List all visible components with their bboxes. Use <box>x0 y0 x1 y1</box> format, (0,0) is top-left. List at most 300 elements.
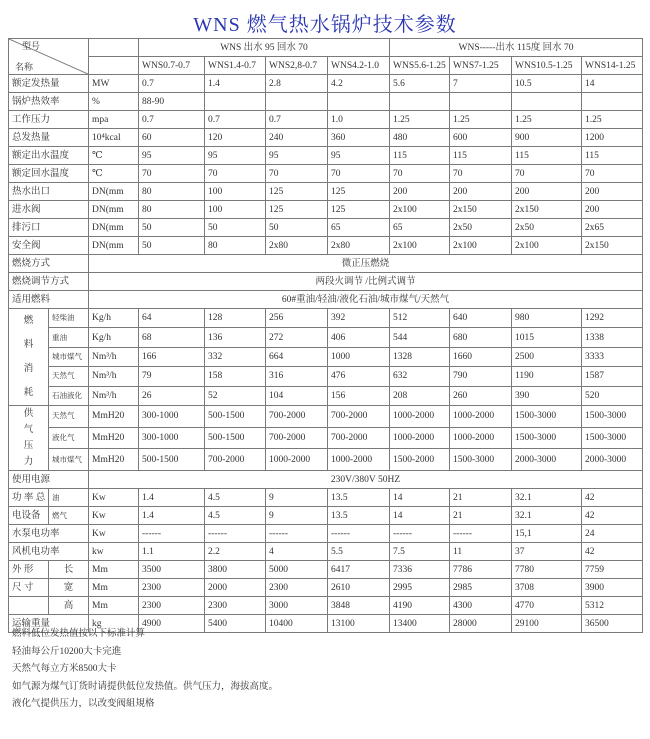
value-cell: 2000-3000 <box>582 449 643 471</box>
value-cell: 900 <box>512 129 582 147</box>
value-cell: 208 <box>390 386 450 405</box>
row-label: 风机电功率 <box>9 543 89 561</box>
table-row <box>9 579 643 597</box>
value-cell: 2000-3000 <box>512 449 582 471</box>
unit-cell: DN(mm <box>89 183 139 201</box>
fuel-group-label <box>9 309 49 406</box>
value-cell: 1200 <box>582 129 643 147</box>
value-cell: 14 <box>582 75 643 93</box>
value-cell: 7.5 <box>390 543 450 561</box>
unit-cell: Kg/h <box>89 328 139 347</box>
value-cell: 21 <box>450 489 512 507</box>
value-cell: 2x50 <box>450 219 512 237</box>
value-cell: 600 <box>450 129 512 147</box>
value-cell: 70 <box>582 165 643 183</box>
value-cell: 1.25 <box>450 111 512 129</box>
value-cell: 392 <box>328 309 390 328</box>
sub-label: 长 <box>49 561 89 579</box>
value-cell: 332 <box>205 347 266 366</box>
value-cell: 1587 <box>582 367 643 386</box>
table-row <box>9 427 643 449</box>
value-cell: 52 <box>205 386 266 405</box>
row-label: 适用燃料 <box>9 291 89 309</box>
value-cell: 10400 <box>266 615 328 633</box>
sub-label: 液化气 <box>49 427 89 449</box>
value-cell: 3000 <box>266 597 328 615</box>
value-cell: 1.25 <box>582 111 643 129</box>
power-label: 电设备 <box>9 507 49 525</box>
value-cell <box>582 93 643 111</box>
dims-label: 外 形 <box>9 561 49 579</box>
value-cell: 115 <box>512 147 582 165</box>
value-cell: 36500 <box>582 615 643 633</box>
model-header: WNS2,8-0.7 <box>266 57 328 75</box>
unit-cell: mpa <box>89 111 139 129</box>
value-cell: 300-1000 <box>139 427 205 449</box>
unit-cell: MmH20 <box>89 449 139 471</box>
note-line: 如气源为煤气订货时请提供低位发热值。供气压力，海拔高度。 <box>12 681 279 692</box>
value-cell <box>390 93 450 111</box>
value-cell: 1292 <box>582 309 643 328</box>
model-header: WNS0.7-0.7 <box>139 57 205 75</box>
row-label: 进水阀 <box>9 201 89 219</box>
table-row <box>9 309 643 328</box>
value-cell: 7759 <box>582 561 643 579</box>
sub-label: 石油液化 <box>49 386 89 405</box>
value-cell: 700-2000 <box>266 406 328 428</box>
value-cell: 664 <box>266 347 328 366</box>
value-cell: 2x80 <box>266 237 328 255</box>
table-row <box>9 543 643 561</box>
value-cell: 1500-3000 <box>512 406 582 428</box>
value-cell: 2.8 <box>266 75 328 93</box>
value-cell: 3848 <box>328 597 390 615</box>
unit-cell: Mm <box>89 561 139 579</box>
footnotes <box>12 626 278 714</box>
unit-cell: MW <box>89 75 139 93</box>
table-row <box>9 525 643 543</box>
value-cell: 125 <box>266 201 328 219</box>
value-cell: 1015 <box>512 328 582 347</box>
value-cell <box>512 93 582 111</box>
table-row <box>9 273 643 291</box>
group-a-header: WNS 出水 95 回水 70 <box>139 39 390 57</box>
value-cell: 4.2 <box>328 75 390 93</box>
value-cell <box>266 93 328 111</box>
value-cell: 2000 <box>205 579 266 597</box>
value-cell: 700-2000 <box>205 449 266 471</box>
spec-table <box>8 38 643 633</box>
dims-label: 尺 寸 <box>9 579 49 597</box>
value-cell: 1000-2000 <box>450 406 512 428</box>
value-cell: 2x50 <box>512 219 582 237</box>
table-row <box>9 471 643 489</box>
unit-cell: Nm³/h <box>89 386 139 405</box>
value-cell: 4.5 <box>205 507 266 525</box>
value-cell: 1660 <box>450 347 512 366</box>
value-cell: 700-2000 <box>328 406 390 428</box>
value-cell: 1500-3000 <box>512 427 582 449</box>
value-cell: 1338 <box>582 328 643 347</box>
value-cell: 9 <box>266 489 328 507</box>
value-cell: 544 <box>390 328 450 347</box>
value-cell: 200 <box>512 183 582 201</box>
value-cell: 1000 <box>328 347 390 366</box>
value-cell: 2x100 <box>390 237 450 255</box>
table-row <box>9 255 643 273</box>
value-cell: 5.5 <box>328 543 390 561</box>
table-row <box>9 75 643 93</box>
value-cell: 50 <box>205 219 266 237</box>
unit-cell: DN(mm <box>89 237 139 255</box>
value-cell: 632 <box>390 367 450 386</box>
table-row <box>9 367 643 386</box>
sub-label: 天然气 <box>49 406 89 428</box>
value-cell: 3333 <box>582 347 643 366</box>
value-cell: 4300 <box>450 597 512 615</box>
table-row <box>9 561 643 579</box>
value-cell: 10.5 <box>512 75 582 93</box>
value-cell: 360 <box>328 129 390 147</box>
value-cell: 500-1500 <box>205 427 266 449</box>
value-cell: 32.1 <box>512 507 582 525</box>
value-cell: 680 <box>450 328 512 347</box>
unit-cell: Kw <box>89 507 139 525</box>
gas-group-label <box>9 406 49 471</box>
group-char: 供 <box>23 409 34 419</box>
group-char: 耗 <box>23 388 34 398</box>
value-cell: 1.1 <box>139 543 205 561</box>
value-cell: 512 <box>390 309 450 328</box>
unit-cell: DN(mm <box>89 219 139 237</box>
row-label: 燃烧调节方式 <box>9 273 89 291</box>
value-cell: 500-1500 <box>139 449 205 471</box>
value-cell: 2985 <box>450 579 512 597</box>
table-row <box>9 328 643 347</box>
value-cell: 70 <box>328 165 390 183</box>
value-cell: ------ <box>328 525 390 543</box>
sub-label: 燃气 <box>49 507 89 525</box>
group-char: 气 <box>23 425 34 435</box>
value-cell: 42 <box>582 489 643 507</box>
sub-label: 天然气 <box>49 367 89 386</box>
value-cell: 640 <box>450 309 512 328</box>
unit-cell: kg <box>89 615 139 633</box>
value-cell: 70 <box>512 165 582 183</box>
value-cell: 7336 <box>390 561 450 579</box>
value-cell: 115 <box>450 147 512 165</box>
value-cell: 476 <box>328 367 390 386</box>
value-cell: 700-2000 <box>266 427 328 449</box>
value-cell: ------ <box>450 525 512 543</box>
unit-cell: MmH20 <box>89 406 139 428</box>
value-cell <box>450 93 512 111</box>
group-b-header: WNS-----出水 115度 回水 70 <box>390 39 643 57</box>
model-header: WNS5.6-1.25 <box>390 57 450 75</box>
value-cell: 115 <box>582 147 643 165</box>
table-row <box>9 129 643 147</box>
value-cell: 2995 <box>390 579 450 597</box>
value-cell: 95 <box>205 147 266 165</box>
corner-model-label: 型号 <box>21 41 40 51</box>
value-cell: 88-90 <box>139 93 205 111</box>
table-row <box>9 219 643 237</box>
unit-cell: 10⁴kcal <box>89 129 139 147</box>
span-value: 60#重油/轻油/液化石油/城市煤气/天然气 <box>89 291 643 309</box>
group-char: 压 <box>23 441 34 451</box>
value-cell: 37 <box>512 543 582 561</box>
value-cell: 70 <box>205 165 266 183</box>
model-header: WNS10.5-1.25 <box>512 57 582 75</box>
power-label: 功 率 总 <box>9 489 49 507</box>
value-cell: 100 <box>205 183 266 201</box>
table-row <box>9 449 643 471</box>
unit-cell: Nm³/h <box>89 347 139 366</box>
value-cell: 156 <box>328 386 390 405</box>
value-cell: ------ <box>390 525 450 543</box>
value-cell: ------ <box>139 525 205 543</box>
table-row <box>9 165 643 183</box>
row-label: 运输重量 <box>9 615 89 633</box>
value-cell: 480 <box>390 129 450 147</box>
value-cell <box>205 93 266 111</box>
value-cell: 2x80 <box>328 237 390 255</box>
table-row <box>9 237 643 255</box>
sub-label: 高 <box>49 597 89 615</box>
row-label: 使用电源 <box>9 471 89 489</box>
table-row <box>9 489 643 507</box>
model-header: WNS1.4-0.7 <box>205 57 266 75</box>
value-cell: 1000-2000 <box>266 449 328 471</box>
value-cell: 7780 <box>512 561 582 579</box>
table-row <box>9 347 643 366</box>
unit-cell: Mm <box>89 579 139 597</box>
value-cell: 3800 <box>205 561 266 579</box>
value-cell: 272 <box>266 328 328 347</box>
value-cell: 95 <box>139 147 205 165</box>
value-cell: 316 <box>266 367 328 386</box>
table-row <box>9 93 643 111</box>
value-cell: 300-1000 <box>139 406 205 428</box>
value-cell: 520 <box>582 386 643 405</box>
value-cell: 1500-3000 <box>582 406 643 428</box>
value-cell: 125 <box>328 183 390 201</box>
table-row <box>9 183 643 201</box>
value-cell: 1000-2000 <box>390 406 450 428</box>
value-cell: 1500-3000 <box>450 449 512 471</box>
value-cell: 1000-2000 <box>390 427 450 449</box>
value-cell: 5000 <box>266 561 328 579</box>
row-label: 排污口 <box>9 219 89 237</box>
value-cell: 200 <box>582 201 643 219</box>
value-cell: 2300 <box>139 597 205 615</box>
model-header: WNS4.2-1.0 <box>328 57 390 75</box>
unit-header <box>89 57 139 75</box>
value-cell: 13.5 <box>328 489 390 507</box>
table-row <box>9 201 643 219</box>
value-cell: 125 <box>266 183 328 201</box>
value-cell: 50 <box>266 219 328 237</box>
value-cell: 5400 <box>205 615 266 633</box>
value-cell: 240 <box>266 129 328 147</box>
value-cell: 1190 <box>512 367 582 386</box>
value-cell: 2.2 <box>205 543 266 561</box>
value-cell: ------ <box>205 525 266 543</box>
table-row <box>9 111 643 129</box>
value-cell: 100 <box>205 201 266 219</box>
value-cell: 2300 <box>139 579 205 597</box>
unit-cell: Mm <box>89 597 139 615</box>
group-char: 料 <box>23 340 34 350</box>
value-cell: 24 <box>582 525 643 543</box>
value-cell: 2x150 <box>582 237 643 255</box>
table-row <box>9 147 643 165</box>
unit-cell: ℃ <box>89 165 139 183</box>
value-cell: 79 <box>139 367 205 386</box>
value-cell: 70 <box>139 165 205 183</box>
value-cell: 256 <box>266 309 328 328</box>
value-cell: 4 <box>266 543 328 561</box>
value-cell: 32.1 <box>512 489 582 507</box>
corner-header <box>9 39 89 75</box>
value-cell: 15,1 <box>512 525 582 543</box>
value-cell: 2x150 <box>450 201 512 219</box>
value-cell: 14 <box>390 507 450 525</box>
value-cell: 4190 <box>390 597 450 615</box>
row-label: 安全阀 <box>9 237 89 255</box>
unit-cell: Nm³/h <box>89 367 139 386</box>
value-cell: 13400 <box>390 615 450 633</box>
unit-cell: ℃ <box>89 147 139 165</box>
value-cell: 390 <box>512 386 582 405</box>
value-cell: 125 <box>328 201 390 219</box>
value-cell: 68 <box>139 328 205 347</box>
value-cell: 65 <box>390 219 450 237</box>
value-cell: 80 <box>139 183 205 201</box>
sub-label: 城市煤气 <box>49 449 89 471</box>
value-cell: 6417 <box>328 561 390 579</box>
sub-label: 重油 <box>49 328 89 347</box>
table-row <box>9 386 643 405</box>
value-cell: 9 <box>266 507 328 525</box>
value-cell: 700-2000 <box>328 427 390 449</box>
row-label: 燃烧方式 <box>9 255 89 273</box>
span-value: 两段火调节 /比例式调节 <box>89 273 643 291</box>
unit-cell: % <box>89 93 139 111</box>
unit-cell: DN(mm <box>89 201 139 219</box>
value-cell: 28000 <box>450 615 512 633</box>
value-cell: 3500 <box>139 561 205 579</box>
table-row <box>9 406 643 428</box>
unit-cell: Kg/h <box>89 309 139 328</box>
unit-cell: MmH20 <box>89 427 139 449</box>
row-label: 工作压力 <box>9 111 89 129</box>
value-cell: 2x150 <box>512 201 582 219</box>
row-label: 热水出口 <box>9 183 89 201</box>
value-cell: 13100 <box>328 615 390 633</box>
value-cell: 2300 <box>266 579 328 597</box>
value-cell: 1.0 <box>328 111 390 129</box>
value-cell: 0.7 <box>139 75 205 93</box>
value-cell: 200 <box>450 183 512 201</box>
value-cell: 1.25 <box>512 111 582 129</box>
value-cell: 0.7 <box>266 111 328 129</box>
value-cell: 1.4 <box>139 507 205 525</box>
value-cell: 29100 <box>512 615 582 633</box>
value-cell: 42 <box>582 543 643 561</box>
span-value: 230V/380V 50HZ <box>89 471 643 489</box>
value-cell: 3900 <box>582 579 643 597</box>
group-char: 力 <box>23 457 34 467</box>
value-cell: 13.5 <box>328 507 390 525</box>
value-cell: 128 <box>205 309 266 328</box>
value-cell: 95 <box>266 147 328 165</box>
value-cell: 1.25 <box>390 111 450 129</box>
value-cell: 260 <box>450 386 512 405</box>
value-cell: 1.4 <box>139 489 205 507</box>
value-cell: 2x100 <box>390 201 450 219</box>
value-cell: 2x100 <box>512 237 582 255</box>
sub-label: 城市煤气 <box>49 347 89 366</box>
note-line: 天然气每立方米8500大卡 <box>12 664 117 674</box>
value-cell: 5.6 <box>390 75 450 93</box>
row-label: 总发热量 <box>9 129 89 147</box>
value-cell: 7 <box>450 75 512 93</box>
value-cell: 2500 <box>512 347 582 366</box>
header-row <box>9 39 643 57</box>
value-cell: 406 <box>328 328 390 347</box>
value-cell: 200 <box>582 183 643 201</box>
value-cell: 50 <box>139 237 205 255</box>
value-cell: 1500-2000 <box>390 449 450 471</box>
value-cell: 64 <box>139 309 205 328</box>
value-cell: 1500-3000 <box>582 427 643 449</box>
value-cell: 1000-2000 <box>328 449 390 471</box>
table-row <box>9 507 643 525</box>
value-cell: 2x100 <box>450 237 512 255</box>
table-row <box>9 597 643 615</box>
value-cell: 136 <box>205 328 266 347</box>
value-cell: 70 <box>266 165 328 183</box>
value-cell: 1000-2000 <box>450 427 512 449</box>
value-cell: 70 <box>390 165 450 183</box>
value-cell: 1.4 <box>205 75 266 93</box>
value-cell: 2610 <box>328 579 390 597</box>
value-cell: 0.7 <box>205 111 266 129</box>
value-cell: 5312 <box>582 597 643 615</box>
value-cell: 14 <box>390 489 450 507</box>
value-cell <box>328 93 390 111</box>
value-cell: 21 <box>450 507 512 525</box>
value-cell: 4900 <box>139 615 205 633</box>
dims-label <box>9 597 49 615</box>
unit-header <box>89 39 139 57</box>
value-cell: 50 <box>139 219 205 237</box>
sub-label: 宽 <box>49 579 89 597</box>
row-label: 额定发热量 <box>9 75 89 93</box>
value-cell: 70 <box>450 165 512 183</box>
value-cell: 26 <box>139 386 205 405</box>
model-row <box>9 57 643 75</box>
value-cell: 60 <box>139 129 205 147</box>
row-label: 额定回水温度 <box>9 165 89 183</box>
value-cell: 65 <box>328 219 390 237</box>
unit-cell: Kw <box>89 489 139 507</box>
value-cell: 104 <box>266 386 328 405</box>
value-cell: 200 <box>390 183 450 201</box>
value-cell: 7786 <box>450 561 512 579</box>
value-cell: 11 <box>450 543 512 561</box>
